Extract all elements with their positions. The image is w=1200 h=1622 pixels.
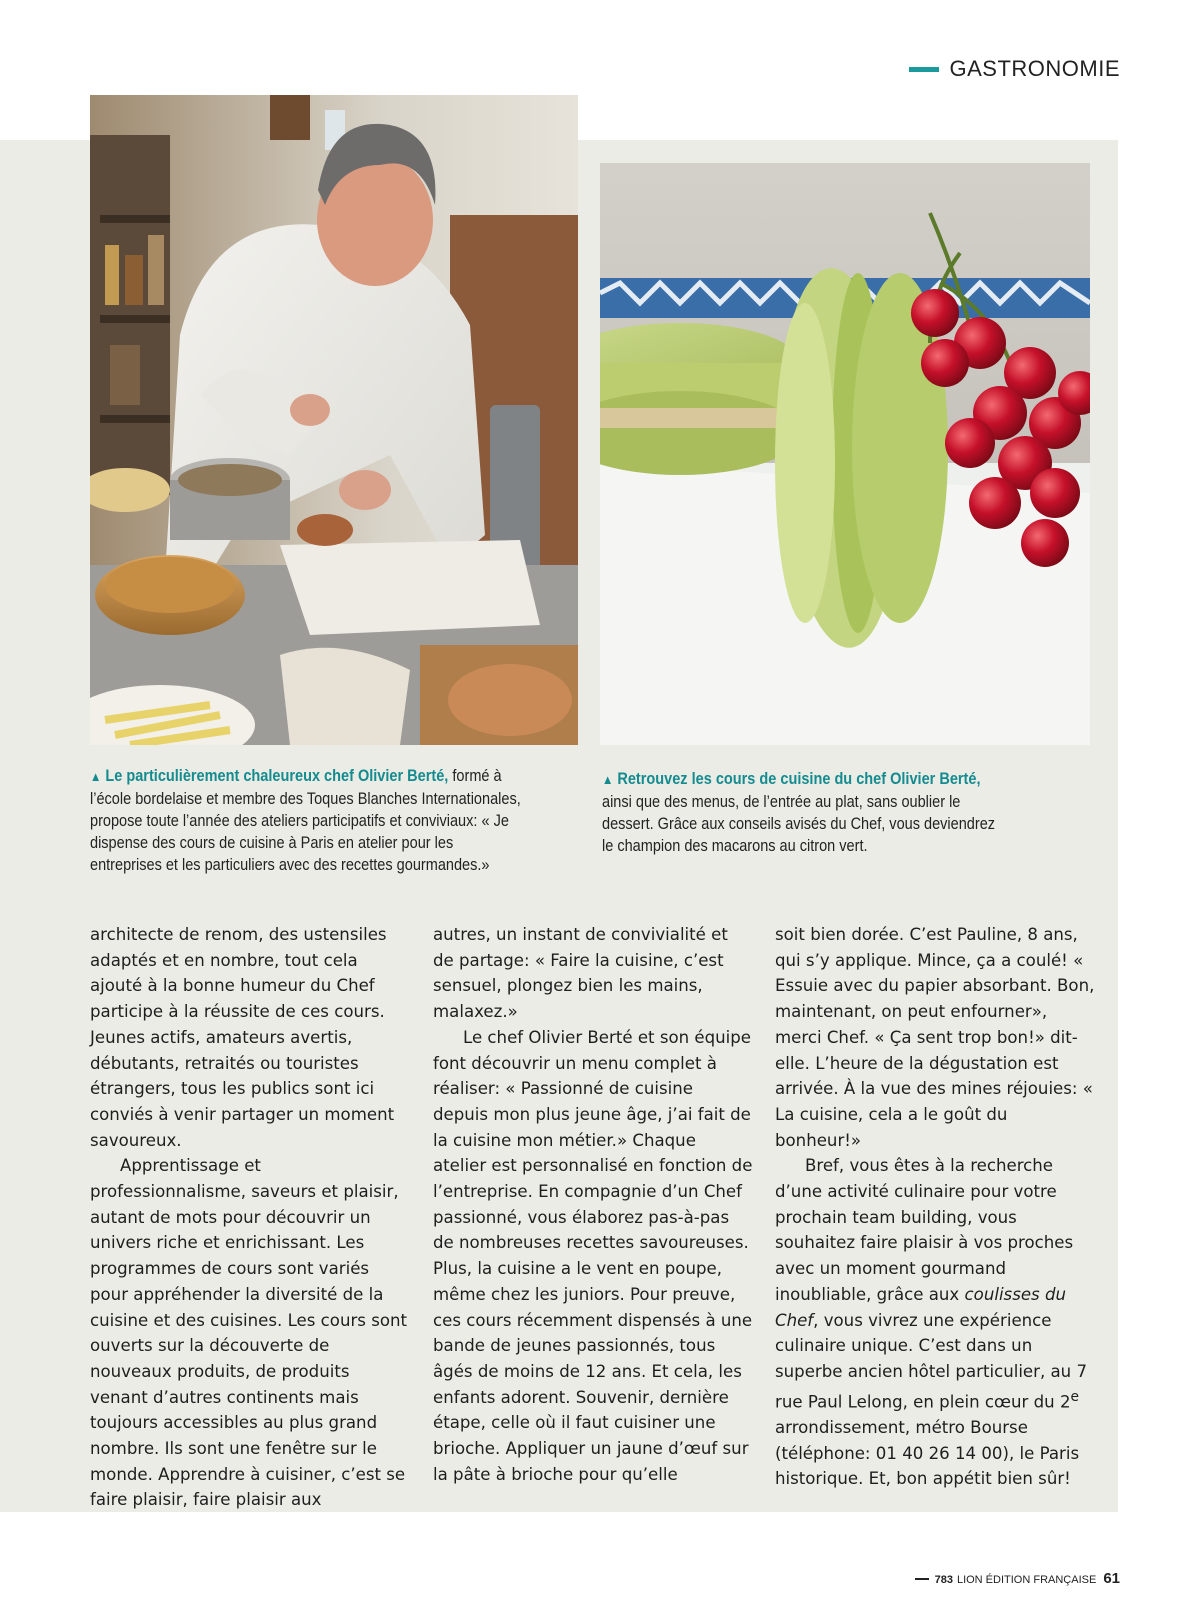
caption-arrow-icon: ▲: [90, 769, 102, 784]
superscript: e: [1070, 1388, 1080, 1405]
caption-text: ainsi que des menus, de l’entrée au plat, sans oublier le dessert. Grâce aux conseils avisés du Chef, vous deviendrez le champion des macarons au citron vert.: [602, 793, 996, 855]
paragraph: architecte de renom, des ustensiles adaptés et en nombre, tout cela ajouté à la bonne humeur du Chef participe à la réussite de ces cours. Jeunes actifs, amateurs avertis, débutants, retraités ou touristes étrangers, tous les publics sont ici conviés à venir partager un moment savoureux.: [90, 925, 395, 1150]
caption-macarons: [602, 768, 1007, 857]
paragraph: Le chef Olivier Berté et son équipe font découvrir un menu complet à réaliser: « Passionné de cuisine depuis mon plus jeune âge, j’ai fait de la cuisine mon métier.» Chaque atelier est personnalisé en fonction de l’entreprise. En compagnie d’un Chef passionné, vous élaborez pas-à-pas de nombreuses recettes savoureuses. Plus, la cuisine a le vent en poupe, même chez les juniors. Pour preuve, ces cours récemment dispensés à une bande de jeunes passionnés, tous âgés de moins de 12 ans. Et cela, les enfants adorent. Souvenir, dernière étape, celle où il faut cuisiner une brioche. Appliquer un jaune d’œuf sur la pâte à brioche pour qu’elle: [433, 1027, 753, 1484]
caption-lead: Le particulièrement chaleureux chef Olivier Berté,: [105, 767, 449, 785]
article-column-1: [90, 922, 410, 1513]
emphasis: coulisses du Chef: [775, 1284, 1067, 1330]
magazine-name: LION ÉDITION FRANÇAISE: [956, 1574, 1097, 1586]
issue-number: 783: [934, 1574, 953, 1586]
page-number: 61: [1103, 1570, 1120, 1587]
paragraph: [775, 1153, 1095, 1492]
paragraph: autres, un instant de convivialité et de partage: « Faire la cuisine, c’est sensuel, plongez bien les mains, malaxez.»: [433, 925, 728, 1022]
paragraph: soit bien dorée. C’est Pauline, 8 ans, qui s’y applique. Mince, ça a coulé! « Essuie avec du papier absorbant. Bon, maintenant, on peut enfourner», merci Chef. « Ça sent trop bon!» dit-elle. L’heure de la dégustation est arrivée. À la vue des mines réjouies: « La cuisine, cela a le goût du bonheur!»: [775, 925, 1095, 1150]
page-footer: [915, 1570, 1120, 1587]
article-column-2: [433, 922, 753, 1487]
caption-arrow-icon: ▲: [602, 772, 614, 787]
section-title: GASTRONOMIE: [949, 56, 1120, 81]
macarons-photo: [600, 163, 1090, 745]
caption-chef: [90, 765, 521, 876]
chef-photo: [90, 95, 578, 745]
section-accent-bar: [909, 67, 939, 72]
paragraph: Apprentissage et professionnalisme, saveurs et plaisir, autant de mots pour découvrir un univers riche et enrichissant. Les programmes de cours sont variés pour appréhender la diversité de la cuisine et des cuisines. Les cours sont ouverts sur la découverte de nouveaux produits, de produits venant d’autres continents mais toujours accessibles au plus grand nombre. Ils sont une fenêtre sur le monde. Apprendre à cuisiner, c’est se faire plaisir, faire plaisir aux: [90, 1156, 408, 1510]
text-run: arrondissement, métro Bourse (téléphone: 01 40 26 14 00), le Paris historique. Et, bon appétit bien sûr!: [775, 1417, 1080, 1489]
section-header: [909, 56, 1120, 82]
text-run: , vous vivrez une expérience culinaire unique. C’est dans un superbe ancien hôtel particulier, au 7 rue Paul Lelong, en plein cœur du 2: [775, 1310, 1088, 1412]
text-run: Bref, vous êtes à la recherche d’une activité culinaire pour votre prochain team building, vous souhaitez faire plaisir à vos proches avec un moment gourmand inoubliable, grâce aux: [775, 1156, 1074, 1304]
article-column-3: [775, 922, 1095, 1492]
caption-lead: Retrouvez les cours de cuisine du chef Olivier Berté,: [617, 770, 981, 788]
footer-dash: [915, 1578, 929, 1580]
caption-text: formé à l’école bordelaise et membre des Toques Blanches Internationales, propose toute l’année des ateliers participatifs et conviviaux: « Je dispense des cours de cuisine à Paris en atelier pour les entreprises et les particuliers avec des recettes gourmandes.»: [90, 767, 521, 874]
